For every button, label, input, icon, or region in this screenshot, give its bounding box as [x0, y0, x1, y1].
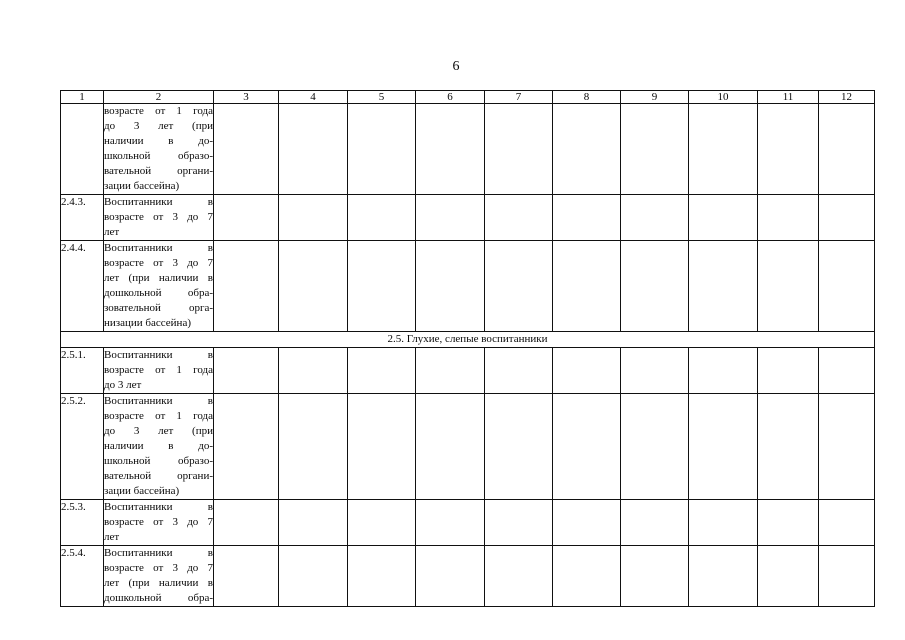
section-title: 2.5. Глухие, слепые воспитанники [61, 332, 875, 348]
table-cell [416, 500, 485, 546]
description-line: Воспитанники в [104, 196, 213, 208]
row-number-cell: 2.5.4. [61, 546, 104, 607]
row-number-cell: 2.4.4. [61, 241, 104, 332]
table-cell [416, 241, 485, 332]
row-description-cell [104, 241, 214, 332]
header-row [61, 91, 875, 104]
table-row [61, 104, 875, 195]
table-cell [214, 394, 279, 500]
description-line: школьной образо- [104, 455, 213, 467]
table-cell [348, 500, 416, 546]
table-cell [758, 348, 819, 394]
description-line: возрасте от 3 до 7 [104, 257, 213, 269]
description-line: возрасте от 3 до 7 [104, 562, 213, 574]
description-line: зации бассейна) [104, 485, 180, 497]
table-cell [689, 241, 758, 332]
row-description-cell [104, 348, 214, 394]
table-cell [214, 348, 279, 394]
column-header-9: 9 [621, 91, 689, 104]
row-number-cell: 2.5.3. [61, 500, 104, 546]
column-header-4: 4 [279, 91, 348, 104]
table-row [61, 241, 875, 332]
data-table [60, 90, 875, 607]
table-cell [416, 348, 485, 394]
column-header-2: 2 [104, 91, 214, 104]
description-line: зовательной орга- [104, 302, 213, 314]
table-cell [758, 546, 819, 607]
table-cell [553, 500, 621, 546]
table-cell [485, 394, 553, 500]
table-cell [553, 104, 621, 195]
table-cell [819, 195, 875, 241]
table-cell [214, 546, 279, 607]
description-line: вательной органи- [104, 165, 213, 177]
table-cell [553, 546, 621, 607]
table-cell [348, 348, 416, 394]
table-cell [689, 104, 758, 195]
table-cell [214, 195, 279, 241]
table-cell [485, 195, 553, 241]
column-header-1: 1 [61, 91, 104, 104]
table-cell [279, 394, 348, 500]
description-line: зации бассейна) [104, 180, 180, 192]
table-cell [348, 546, 416, 607]
table-cell [416, 104, 485, 195]
column-header-12: 12 [819, 91, 875, 104]
table-cell [621, 241, 689, 332]
table-cell [621, 394, 689, 500]
row-description-cell [104, 546, 214, 607]
table-cell [553, 348, 621, 394]
table-cell [214, 241, 279, 332]
description-line: возрасте от 3 до 7 [104, 516, 213, 528]
table-cell [279, 546, 348, 607]
description-line: до 3 лет [104, 379, 142, 391]
table-cell [348, 104, 416, 195]
column-header-5: 5 [348, 91, 416, 104]
table-cell [279, 195, 348, 241]
table-cell [348, 394, 416, 500]
table-cell [348, 241, 416, 332]
table-row [61, 394, 875, 500]
table-cell [689, 394, 758, 500]
table-row [61, 195, 875, 241]
table-cell [214, 104, 279, 195]
table-cell [758, 195, 819, 241]
table-cell [758, 104, 819, 195]
description-line: Воспитанники в [104, 349, 213, 361]
section-row [61, 332, 875, 348]
table-cell [279, 500, 348, 546]
description-line: до 3 лет (при [104, 120, 213, 132]
column-header-11: 11 [758, 91, 819, 104]
description-line: лет [104, 226, 120, 238]
table-cell [348, 195, 416, 241]
description-line: возрасте от 1 года [104, 105, 213, 117]
description-line: Воспитанники в [104, 547, 213, 559]
table-cell [689, 500, 758, 546]
table-cell [485, 241, 553, 332]
table-cell [758, 241, 819, 332]
description-line: возрасте от 3 до 7 [104, 211, 213, 223]
table-cell [621, 104, 689, 195]
column-header-7: 7 [485, 91, 553, 104]
table-cell [689, 546, 758, 607]
table-cell [758, 500, 819, 546]
table-cell [553, 394, 621, 500]
table-cell [416, 394, 485, 500]
row-description-cell [104, 195, 214, 241]
row-description-cell [104, 500, 214, 546]
column-header-6: 6 [416, 91, 485, 104]
table-cell [621, 348, 689, 394]
table-cell [819, 500, 875, 546]
table-cell [279, 104, 348, 195]
table-cell [279, 348, 348, 394]
table-cell [819, 546, 875, 607]
table-cell [621, 546, 689, 607]
table-cell [485, 104, 553, 195]
row-number-cell: 2.5.1. [61, 348, 104, 394]
table-cell [621, 500, 689, 546]
description-line: Воспитанники в [104, 501, 213, 513]
description-line: возрасте от 1 года [104, 410, 213, 422]
table-cell [819, 104, 875, 195]
table-cell [621, 195, 689, 241]
description-line: лет (при наличии в [104, 272, 213, 284]
table-cell [279, 241, 348, 332]
table-cell [416, 195, 485, 241]
table-cell [819, 394, 875, 500]
description-line: до 3 лет (при [104, 425, 213, 437]
row-description-cell [104, 104, 214, 195]
description-line: дошкольной обра- [104, 592, 213, 604]
table-row [61, 348, 875, 394]
description-line: низации бассейна) [104, 317, 191, 329]
column-header-10: 10 [689, 91, 758, 104]
description-line: школьной образо- [104, 150, 213, 162]
table-cell [689, 348, 758, 394]
table-cell [485, 546, 553, 607]
table-cell [553, 195, 621, 241]
row-number-cell: 2.4.3. [61, 195, 104, 241]
row-description-cell [104, 394, 214, 500]
table-cell [819, 241, 875, 332]
description-line: Воспитанники в [104, 242, 213, 254]
table-cell [214, 500, 279, 546]
table-cell [485, 348, 553, 394]
table-row [61, 546, 875, 607]
column-header-8: 8 [553, 91, 621, 104]
description-line: лет (при наличии в [104, 577, 213, 589]
description-line: наличии в до- [104, 440, 213, 452]
table-cell [485, 500, 553, 546]
table-cell [689, 195, 758, 241]
table-cell [758, 394, 819, 500]
description-line: наличии в до- [104, 135, 213, 147]
table-cell [553, 241, 621, 332]
table-cell [819, 348, 875, 394]
row-number-cell [61, 104, 104, 195]
description-line: Воспитанники в [104, 395, 213, 407]
row-number-cell: 2.5.2. [61, 394, 104, 500]
table-row [61, 500, 875, 546]
description-line: вательной органи- [104, 470, 213, 482]
description-line: лет [104, 531, 120, 543]
description-line: дошкольной обра- [104, 287, 213, 299]
page-number: 6 [452, 59, 460, 74]
column-header-3: 3 [214, 91, 279, 104]
table-cell [416, 546, 485, 607]
description-line: возрасте от 1 года [104, 364, 213, 376]
